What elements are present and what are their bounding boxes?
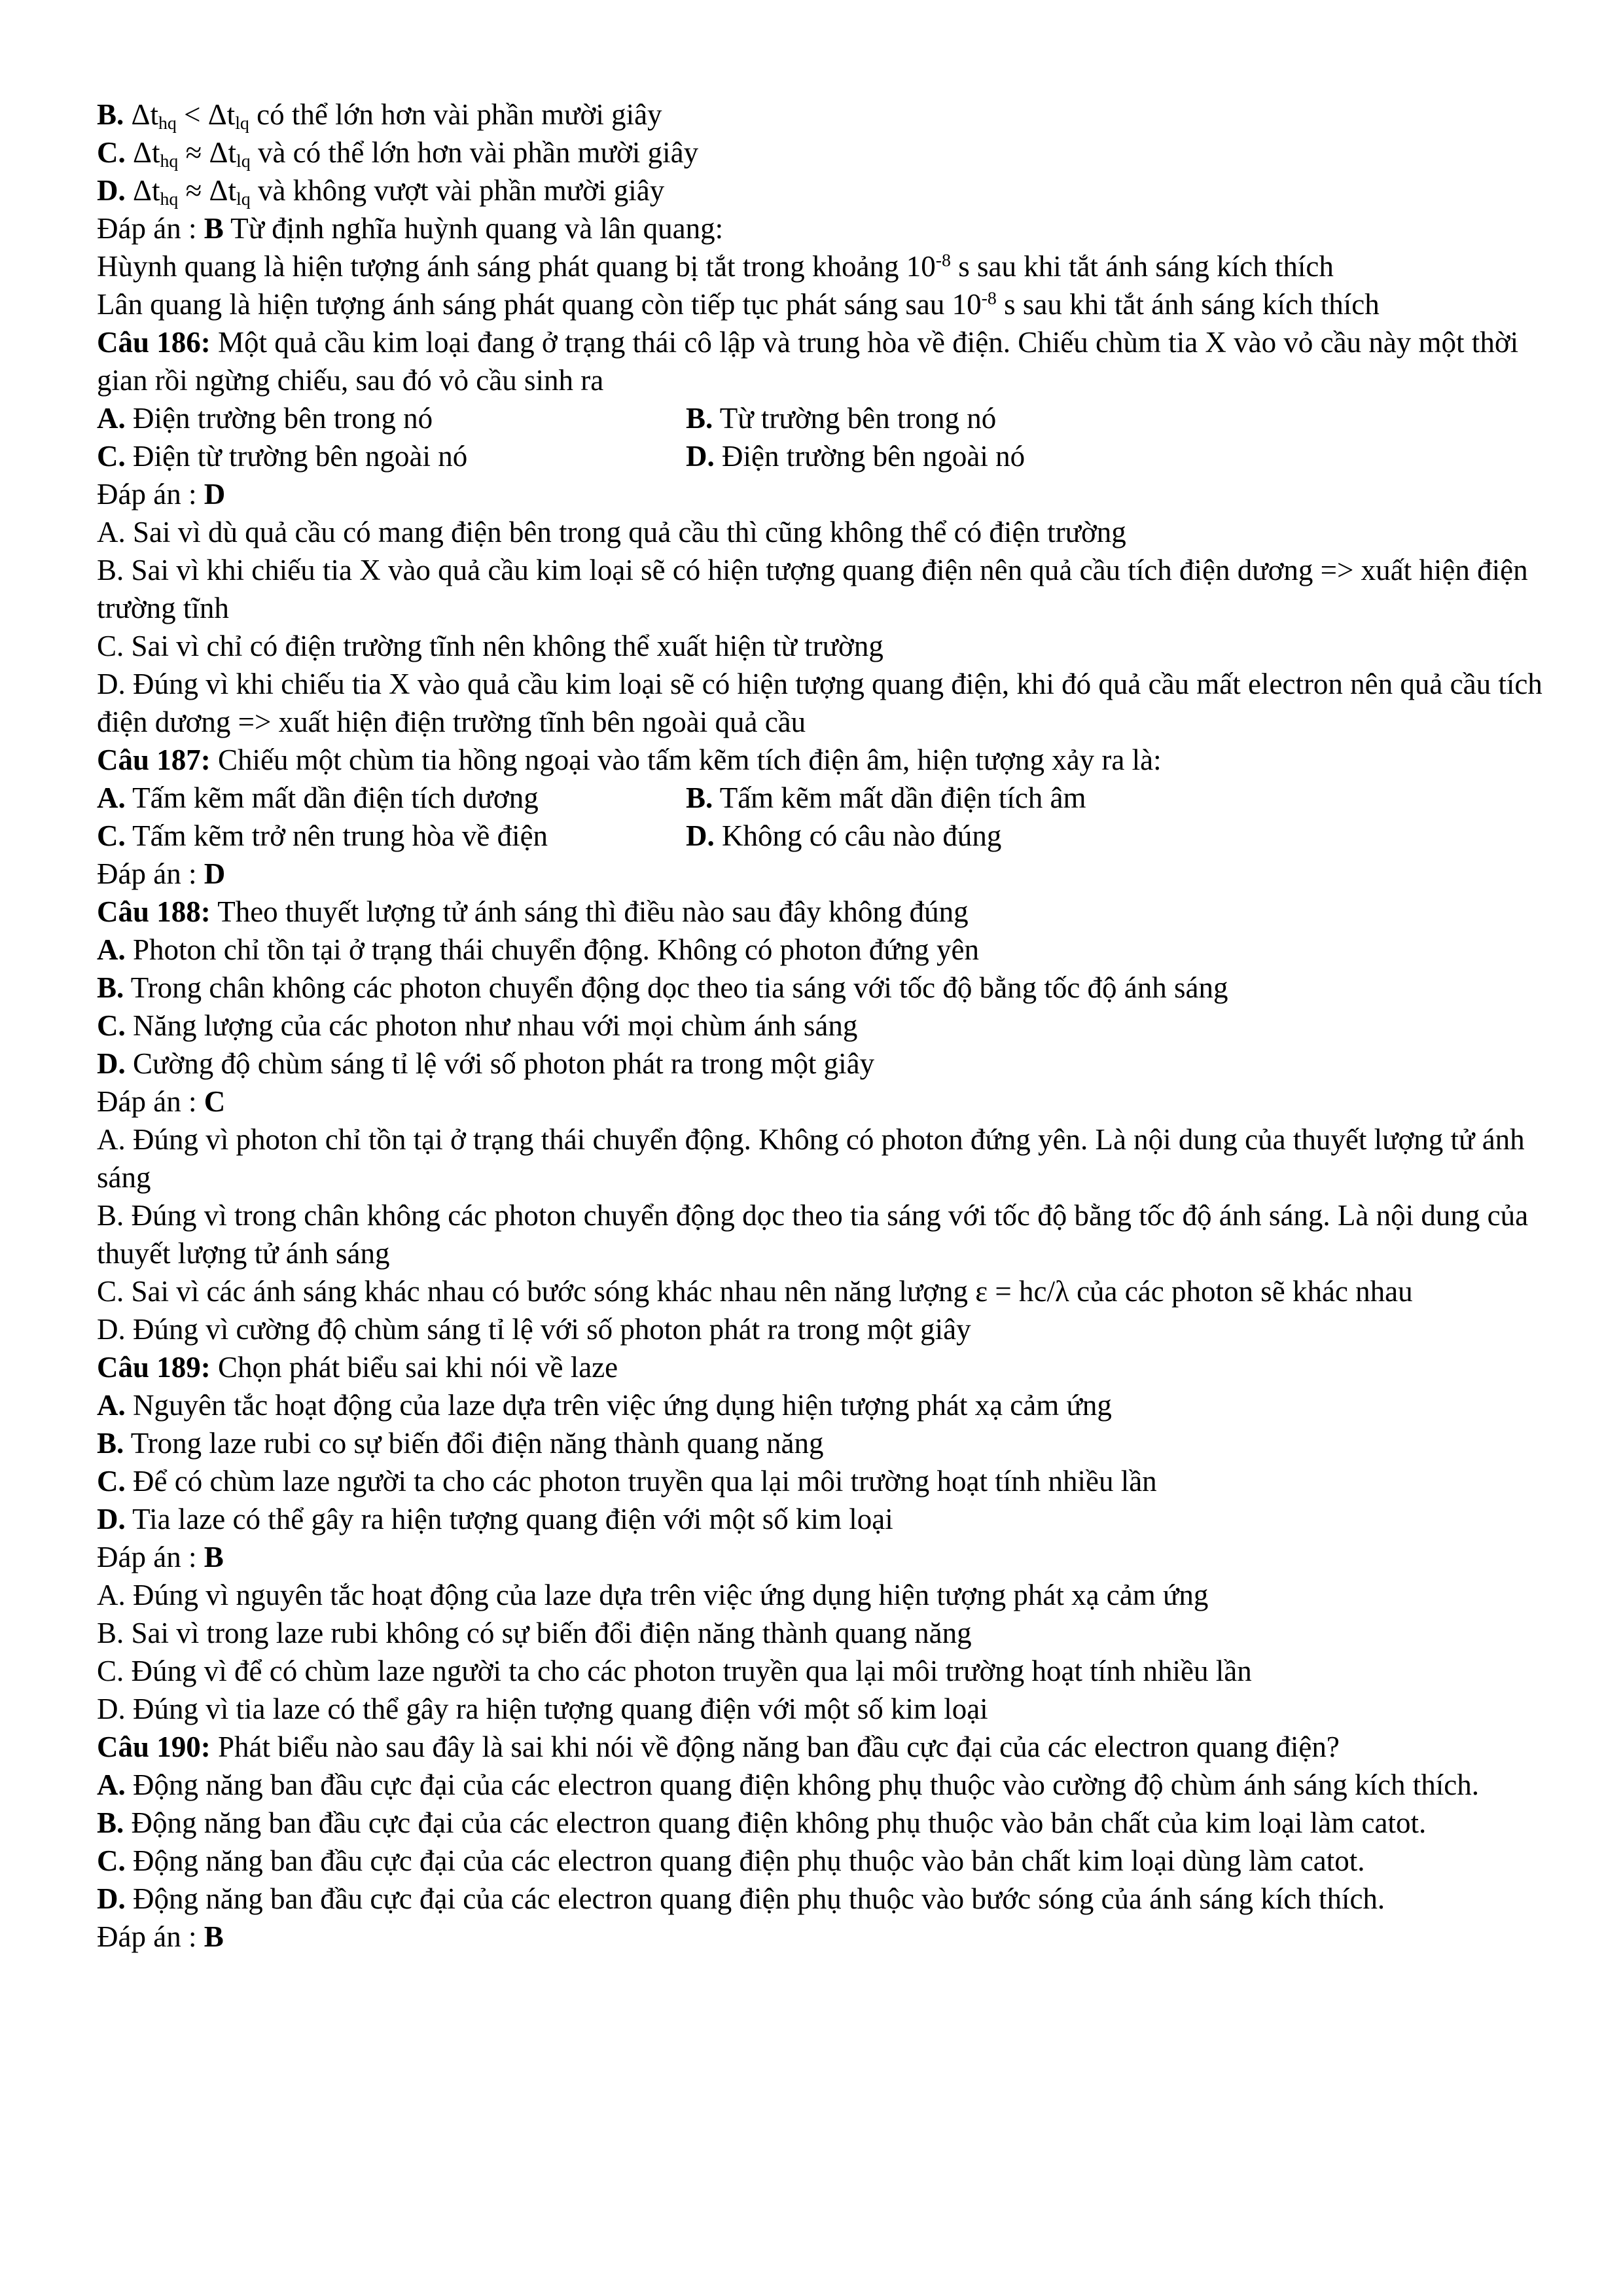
q190-option-a: A. Động năng ban đầu cực đại của các electron quang điện không phụ thuộc vào cường độ chùm ánh sáng kích thích.	[97, 1768, 1479, 1801]
q187-option-b: B. Tấm kẽm mất dần điện tích âm	[686, 781, 1086, 814]
q188-explanation-d: D. Đúng vì cường độ chùm sáng tỉ lệ với số photon phát ra trong một giây	[97, 1313, 971, 1346]
q186-explanation-b: B. Sai vì khi chiếu tia X vào quả cầu kim loại sẽ có hiện tượng quang điện nên quả cầu tích điện dương => xuất hiện điện trường tĩnh	[97, 554, 1528, 624]
q188-option-c: C. Năng lượng của các photon như nhau với mọi chùm ánh sáng	[97, 1009, 858, 1042]
q189-explanation-c: C. Đúng vì để có chùm laze người ta cho các photon truyền qua lại môi trường hoạt tính nhiều lần	[97, 1655, 1252, 1687]
question-189: Câu 189: Chọn phát biểu sai khi nói về laze	[97, 1351, 618, 1384]
q188-explanation-c: C. Sai vì các ánh sáng khác nhau có bước sóng khác nhau nên năng lượng ε = hc/λ của các photon sẽ khác nhau	[97, 1275, 1413, 1308]
q187-option-d: D. Không có câu nào đúng	[686, 819, 1002, 852]
q189-explanation-d: D. Đúng vì tia laze có thể gây ra hiện tượng quang điện với một số kim loại	[97, 1693, 988, 1725]
q187-options-row-1	[97, 779, 1556, 817]
q186-option-d: D. Điện trường bên ngoài nó	[686, 440, 1026, 473]
question-190: Câu 190: Phát biểu nào sau đây là sai khi nói về động năng ban đầu cực đại của các electron quang điện?	[97, 1731, 1340, 1763]
q186-option-a: A. Điện trường bên trong nó	[97, 402, 433, 435]
prev-explanation-2: Lân quang là hiện tượng ánh sáng phát quang còn tiếp tục phát sáng sau $10^{-8}$ s sau khi tắt ánh sáng kích thích	[97, 288, 1380, 321]
q187-option-c: C. Tấm kẽm trở nên trung hòa về điện	[97, 819, 548, 852]
q189-answer: Đáp án : B	[97, 1541, 224, 1573]
prev-option-d: D. $\Delta t_{hq} \approx \Delta t_{lq}$ và không vượt vài phần mười giây	[97, 174, 665, 209]
q189-option-c: C. Để có chùm laze người ta cho các photon truyền qua lại môi trường hoạt tính nhiều lần	[97, 1465, 1157, 1498]
q187-answer: Đáp án : D	[97, 857, 226, 890]
q190-option-c: C. Động năng ban đầu cực đại của các electron quang điện phụ thuộc vào bản chất kim loại dùng làm catot.	[97, 1844, 1365, 1877]
q186-options-row-2	[97, 437, 1556, 475]
q186-explanation-c: C. Sai vì chỉ có điện trường tĩnh nên không thể xuất hiện từ trường	[97, 630, 883, 662]
prev-option-b: B. $\Delta t_{hq} < \Delta t_{lq}$ có thể lớn hơn vài phần mười giây	[97, 98, 662, 134]
q186-answer: Đáp án : D	[97, 478, 226, 511]
q190-option-b: B. Động năng ban đầu cực đại của các electron quang điện không phụ thuộc vào bản chất của kim loại làm catot.	[97, 1806, 1427, 1839]
q186-option-b: B. Từ trường bên trong nó	[686, 402, 997, 435]
q186-explanation-d: D. Đúng vì khi chiếu tia X vào quả cầu kim loại sẽ có hiện tượng quang điện, khi đó quả cầu mất electron nên quả cầu tích điện dương => xuất hiện điện trường tĩnh bên ngoài quả cầu	[97, 668, 1543, 738]
q188-answer: Đáp án : C	[97, 1085, 226, 1118]
prev-answer: Đáp án : B Từ định nghĩa huỳnh quang và lân quang:	[97, 212, 724, 245]
q189-option-d: D. Tia laze có thể gây ra hiện tượng quang điện với một số kim loại	[97, 1503, 893, 1535]
q189-explanation-b: B. Sai vì trong laze rubi không có sự biến đổi điện năng thành quang năng	[97, 1617, 972, 1649]
q189-option-a: A. Nguyên tắc hoạt động của laze dựa trên việc ứng dụng hiện tượng phát xạ cảm ứng	[97, 1389, 1112, 1422]
q188-option-a: A. Photon chỉ tồn tại ở trạng thái chuyển động. Không có photon đứng yên	[97, 933, 980, 966]
q188-explanation-b: B. Đúng vì trong chân không các photon chuyển động dọc theo tia sáng với tốc độ bằng tốc độ ánh sáng. Là nội dung của thuyết lượng tử ánh sáng	[97, 1199, 1529, 1270]
q186-option-c: C. Điện từ trường bên ngoài nó	[97, 440, 468, 473]
question-187: Câu 187: Chiếu một chùm tia hồng ngoại vào tấm kẽm tích điện âm, hiện tượng xảy ra là:	[97, 744, 1162, 776]
q190-answer: Đáp án : B	[97, 1920, 224, 1953]
q187-option-a: A. Tấm kẽm mất dần điện tích dương	[97, 781, 539, 814]
q187-options-row-2	[97, 817, 1556, 855]
prev-option-c: C. $\Delta t_{hq} \approx \Delta t_{lq}$ và có thể lớn hơn vài phần mười giây	[97, 136, 699, 171]
document-page	[97, 96, 1556, 1956]
q188-explanation-a: A. Đúng vì photon chỉ tồn tại ở trạng thái chuyển động. Không có photon đứng yên. Là nội dung của thuyết lượng tử ánh sáng	[97, 1123, 1525, 1194]
q186-explanation-a: A. Sai vì dù quả cầu có mang điện bên trong quả cầu thì cũng không thể có điện trường	[97, 516, 1126, 548]
q190-option-d: D. Động năng ban đầu cực đại của các electron quang điện phụ thuộc vào bước sóng của ánh sáng kích thích.	[97, 1882, 1385, 1915]
question-186: Câu 186: Một quả cầu kim loại đang ở trạng thái cô lập và trung hòa về điện. Chiếu chùm tia X vào vỏ cầu này một thời gian rồi ngừng chiếu, sau đó vỏ cầu sinh ra	[97, 326, 1519, 397]
q189-explanation-a: A. Đúng vì nguyên tắc hoạt động của laze dựa trên việc ứng dụng hiện tượng phát xạ cảm ứng	[97, 1579, 1209, 1611]
q188-option-b: B. Trong chân không các photon chuyển động dọc theo tia sáng với tốc độ bằng tốc độ ánh sáng	[97, 971, 1228, 1004]
q189-option-b: B. Trong laze rubi co sự biến đổi điện năng thành quang năng	[97, 1427, 824, 1460]
q186-options-row-1	[97, 399, 1556, 437]
question-188: Câu 188: Theo thuyết lượng tử ánh sáng thì điều nào sau đây không đúng	[97, 895, 969, 928]
q188-option-d: D. Cường độ chùm sáng tỉ lệ với số photon phát ra trong một giây	[97, 1047, 875, 1080]
prev-explanation-1: Hùynh quang là hiện tượng ánh sáng phát quang bị tắt trong khoảng $10^{-8}$ s sau khi tắt ánh sáng kích thích	[97, 250, 1334, 283]
